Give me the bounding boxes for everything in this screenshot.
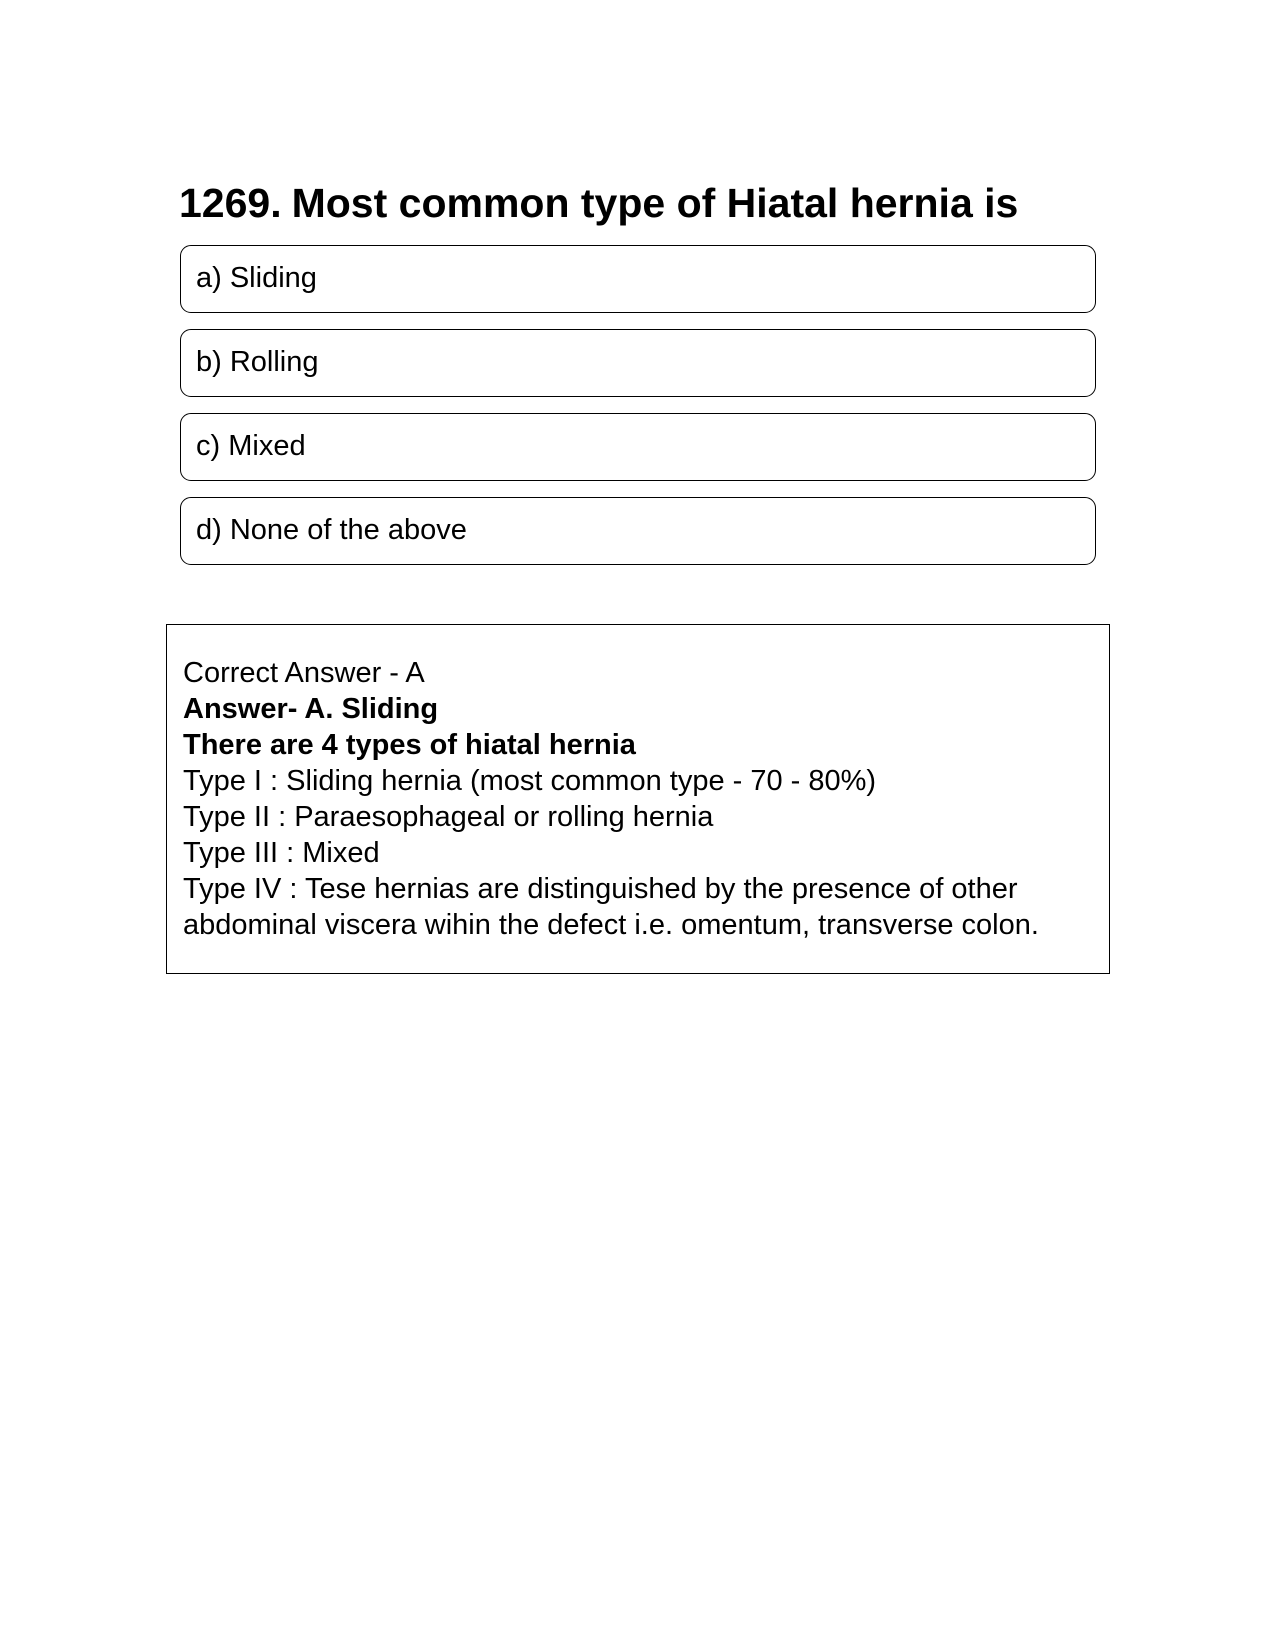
- option-d[interactable]: d) None of the above: [180, 497, 1096, 565]
- answer-heading: Answer- A. Sliding: [183, 693, 439, 725]
- answer-explanation-box: [166, 624, 1110, 974]
- type-1-line: Type I : Sliding hernia (most common type - 70 - 80%): [183, 765, 877, 797]
- option-c[interactable]: c) Mixed: [180, 413, 1096, 481]
- correct-answer-line: Correct Answer - A: [183, 657, 425, 689]
- answer-subheading: There are 4 types of hiatal hernia: [183, 729, 636, 761]
- options-list: [180, 245, 1096, 581]
- question-heading: [179, 178, 1099, 228]
- question-text: Most common type of Hiatal hernia is: [291, 180, 1019, 226]
- option-b[interactable]: b) Rolling: [180, 329, 1096, 397]
- type-2-line: Type II : Paraesophageal or rolling hernia: [183, 801, 714, 833]
- type-3-line: Type III : Mixed: [183, 837, 380, 869]
- question-number: 1269.: [179, 180, 282, 226]
- type-4-line: Type IV : Tese hernias are distinguished by the presence of other abdominal viscera wihin the defect i.e. omentum, transverse colon.: [183, 873, 1039, 941]
- option-a[interactable]: a) Sliding: [180, 245, 1096, 313]
